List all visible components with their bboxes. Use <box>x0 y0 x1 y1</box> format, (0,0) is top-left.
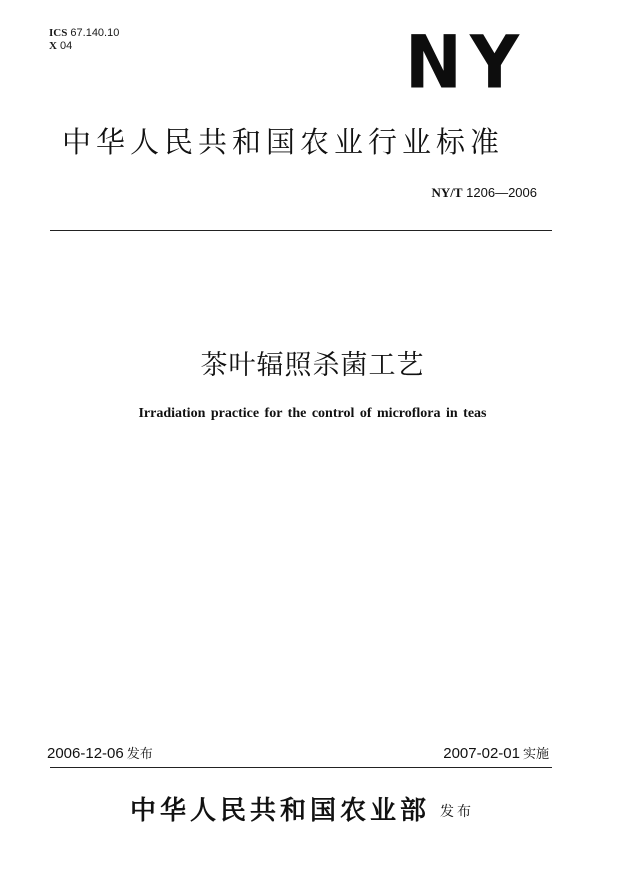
issue-label: 发布 <box>126 747 153 762</box>
ics-code-line <box>49 27 119 39</box>
issue-date-block <box>47 745 153 764</box>
document-title-english: Irradiation practice for the control of microflora in teas <box>138 406 487 421</box>
standard-number <box>431 185 537 201</box>
document-title-chinese: 茶叶辐照杀菌工艺 <box>200 350 425 381</box>
classification-code-line <box>49 40 72 52</box>
ics-code: 67.140.10 <box>70 27 120 39</box>
publisher-suffix: 发布 <box>440 804 475 820</box>
publisher-block <box>130 795 474 827</box>
header-divider <box>50 230 552 231</box>
ics-label: ICS <box>49 27 68 39</box>
publisher-name: 中华人民共和国农业部 <box>130 796 431 826</box>
issue-date: 2006-12-06 <box>47 745 124 762</box>
effective-label: 实施 <box>522 747 549 762</box>
footer-divider <box>50 767 552 768</box>
classification-label: X <box>49 40 57 52</box>
standard-year-number: 1206—2006 <box>466 185 537 200</box>
effective-date-block <box>443 745 549 764</box>
effective-date: 2007-02-01 <box>443 745 520 762</box>
ny-logo: NY <box>405 20 528 106</box>
classification-code: 04 <box>60 40 73 52</box>
organization-title: 中华人民共和国农业行业标准 <box>62 125 505 159</box>
standard-code: NY/T <box>431 185 463 200</box>
